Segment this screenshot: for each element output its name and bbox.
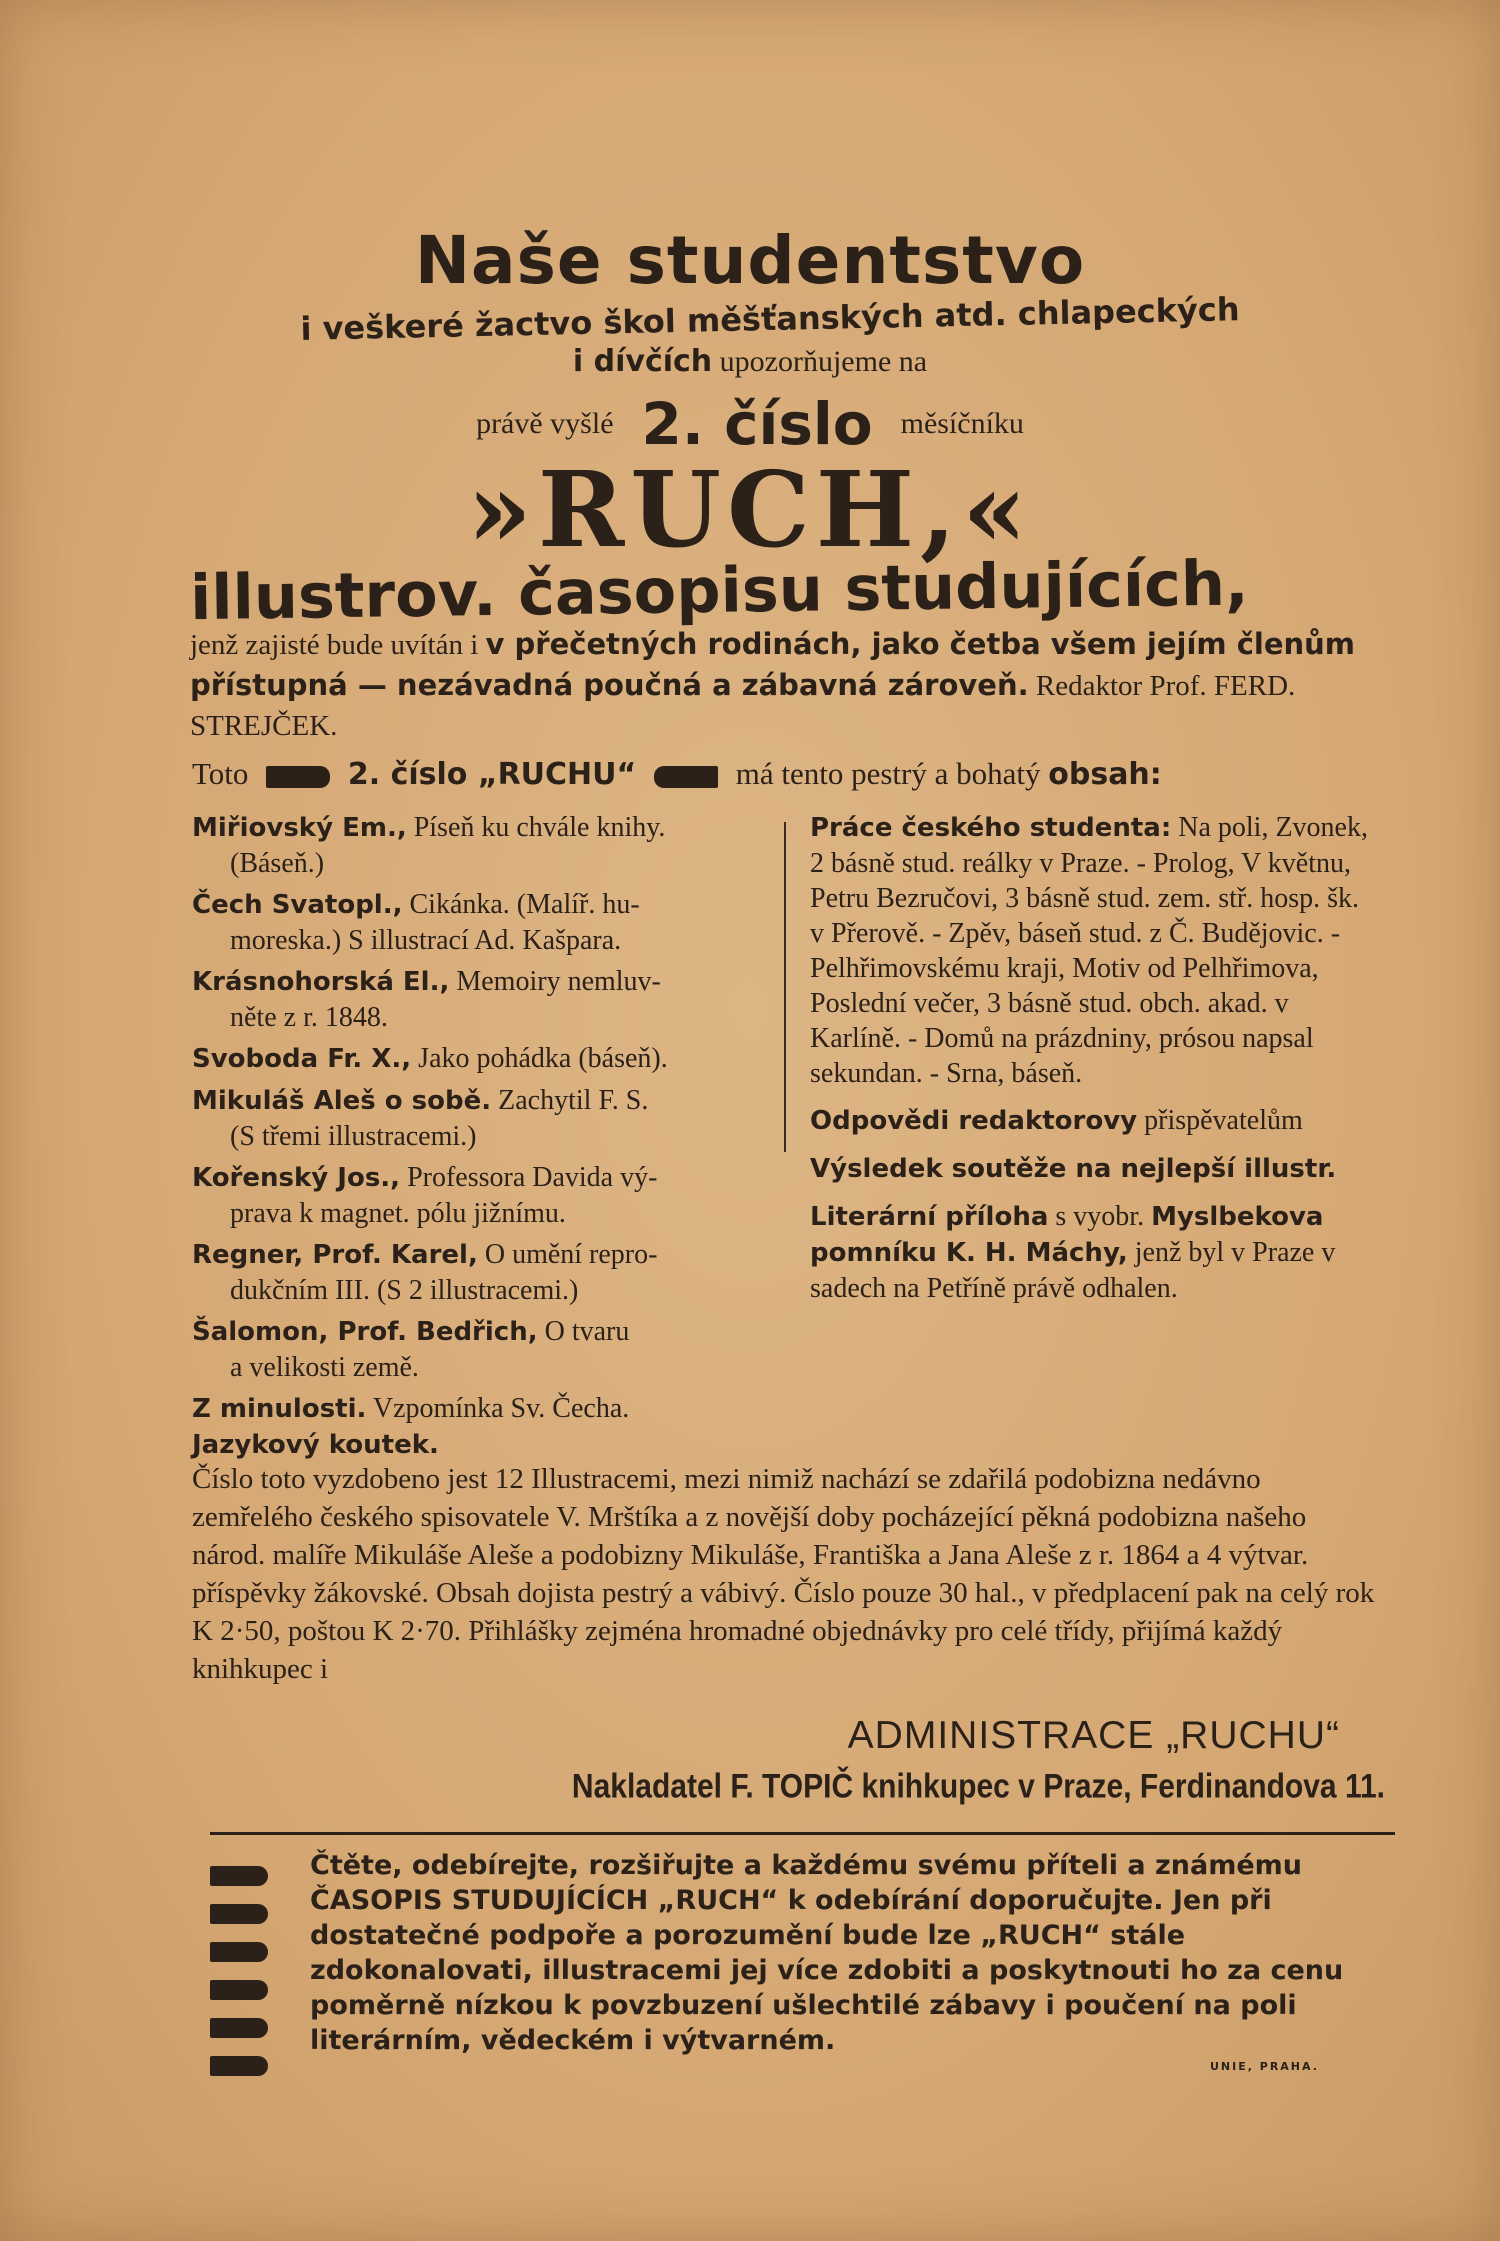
list-item (192, 1041, 777, 1077)
printer-imprint: UNIE, PRAHA. (1210, 2060, 1319, 2073)
appeal-text: Čtěte, odebírejte, rozšiřujte a každému svému příteli a známému ČASOPIS STUDUJÍCÍCH „RUCH“ k odebírání doporučujte. Jen při dostatečné podpoře a porozumění bude lze „RUCH“ stále zdokonalovati, illustracemi jej více zdobiti a poskytnouti ho za cenu poměrně nízkou k povzbuzení ušlechtilé zábavy i poučení na poli literárním, vědeckém i výtvarném. (310, 1850, 1344, 2056)
editor-answers-block (810, 1103, 1378, 1139)
entry-title: O tvaru (544, 1316, 630, 1347)
entry-title: Zachytil F. S. (498, 1085, 649, 1116)
list-item (192, 1237, 777, 1308)
entry-author: Čech Svatopl., (192, 890, 403, 920)
pointing-hand-icon (210, 1866, 268, 1886)
student-works-block (810, 810, 1378, 1091)
administration-line: ADMINISTRACE „RUCHU“ (847, 1714, 1340, 1757)
publisher-line: Nakladatel F. TOPIČ knihkupec v Praze, Ferdinandova 11. (571, 1767, 1385, 1806)
entry-author: Miřiovský Em., (192, 813, 407, 843)
magazine-description: illustrov. časopisu studujících, (189, 546, 1250, 635)
entry-continuation: dukčním III. (S 2 illustracemi.) (230, 1275, 579, 1306)
contents-suffix-bold: obsah: (1048, 757, 1162, 792)
editor-answers-text: přispěvatelům (1144, 1105, 1303, 1136)
entry-title: Cikánka. (Malíř. hu- (409, 889, 640, 920)
list-item (192, 1427, 777, 1463)
entry-continuation: a velikosti země. (230, 1352, 419, 1383)
student-works-text: Na poli, Zvonek, 2 básně stud. reálky v Praze. - Prolog, V květnu, Petru Bezručovi, 3 básně stud. zem. stř. hosp. šk. v Přerově. - Zpěv, báseň stud. z Č. Budějovic. - Pelhřimovskému kraji, Motiv od Pelhřimova, Poslední večer, 3 básně stud. obch. akad. v Karlíně. - Domů na prázdniny, prósou napsal sekundan. - Srna, báseň. (810, 812, 1368, 1089)
release-prefix: právě vyšlé (476, 407, 614, 440)
literary-supplement-heading: Literární příloha (810, 1202, 1049, 1232)
editor-line: Redaktor Prof. FERD. STREJČEK. (190, 670, 1296, 742)
subheadline: i veškeré žactvo škol měšťanských atd. chlapeckých (300, 290, 1240, 348)
entry-continuation: něte z r. 1848. (230, 1002, 388, 1033)
literary-supplement-text: s vyobr. (1055, 1201, 1145, 1232)
entry-author: Jazykový koutek. (192, 1430, 439, 1460)
entry-continuation: prava k magnet. pólu jižnímu. (230, 1198, 566, 1229)
intro-paragraph (190, 624, 1370, 746)
intro-text-1: jenž zajisté bude uvítán i (190, 629, 479, 661)
pointing-hand-icon (266, 766, 330, 788)
subheadline-2-plain: upozorňujeme na (719, 345, 928, 378)
entry-author: Z minulosti. (192, 1394, 367, 1424)
list-item (192, 1160, 777, 1231)
column-divider (784, 822, 786, 1152)
entry-title: Professora Davida vý- (407, 1162, 658, 1193)
summary-paragraph: Číslo toto vyzdobeno jest 12 Illustracemi, mezi nimiž nachází se zdařilá podobizna nedávno zemřelého českého spisovatele V. Mrštíka a z novější doby pocházející pěkná podobizna našeho národ. malíře Mikuláše Aleše a podobizny Mikuláše, Františka a Jana Aleše z r. 1864 a 4 výtvar. příspěvky žákovské. Obsah dojista pestrý a vábivý. Číslo pouze 30 hal., v předplacení pak na celý rok K 2·50, poštou K 2·70. Přihlášky zejména hromadné objednávky pro celé třídy, přijímá každý knihkupec i (192, 1463, 1375, 1685)
contents-right-column (810, 810, 1378, 1318)
contents-suffix: má tento pestrý a bohatý (735, 756, 1041, 791)
contents-prefix: Toto (192, 756, 249, 791)
contents-left-column (192, 810, 777, 1469)
contents-columns (192, 810, 1377, 1460)
monument-name: Myslbekova pomníku K. H. Máchy, (810, 1202, 1324, 1268)
horizontal-rule (210, 1832, 1395, 1835)
intro-text-bold: v přečetných rodinách, jako četba všem jejím členům přístupná — nezávadná poučná a zábavná zároveň. (190, 627, 1356, 702)
release-suffix: měsíčníku (900, 407, 1024, 440)
entry-author: Mikuláš Aleš o sobě. (192, 1086, 492, 1116)
pointing-hand-icon (210, 2056, 268, 2076)
entry-author: Kořenský Jos., (192, 1163, 401, 1193)
contents-issue: 2. číslo „RUCHU“ (347, 757, 637, 792)
entry-title: Memoiry nemluv- (456, 966, 661, 997)
monument-text: jenž byl v Praze v sadech na Petříně právě odhalen. (810, 1237, 1336, 1304)
pointing-hands-column (210, 1866, 272, 2094)
entry-title: Vzpomínka Sv. Čecha. (372, 1393, 630, 1424)
editor-answers-heading: Odpovědi redaktorovy (810, 1106, 1138, 1136)
list-item (192, 964, 777, 1035)
list-item (192, 810, 777, 881)
contest-result-heading: Výsledek soutěže na nejlepší illustr. (810, 1154, 1337, 1184)
entry-author: Svoboda Fr. X., (192, 1044, 412, 1074)
entry-title: O umění repro- (484, 1239, 658, 1270)
headline: Naše studentstvo (414, 222, 1086, 299)
list-item (192, 1314, 777, 1385)
literary-supplement-block (810, 1199, 1378, 1306)
pointing-hand-icon (210, 1980, 268, 2000)
entry-title: Jako pohádka (báseň). (418, 1043, 668, 1074)
entry-continuation: (S třemi illustracemi.) (230, 1121, 477, 1152)
entry-continuation: moreska.) S illustrací Ad. Kašpara. (230, 925, 622, 956)
pointing-hand-icon (210, 2018, 268, 2038)
list-item (192, 1391, 777, 1427)
entry-author: Regner, Prof. Karel, (192, 1240, 478, 1270)
pointing-hand-icon (210, 1904, 268, 1924)
entry-title: Píseň ku chvále knihy. (413, 812, 666, 843)
subheadline-2-bold: i dívčích (572, 344, 713, 379)
issue-number: 2. číslo (641, 390, 873, 458)
contest-result-block (810, 1151, 1378, 1187)
student-works-heading: Práce českého studenta: (810, 813, 1172, 843)
list-item (192, 1083, 777, 1154)
contents-line (192, 756, 1372, 792)
list-item (192, 887, 777, 958)
pointing-hand-icon (654, 766, 718, 788)
subheadline-2 (0, 344, 1500, 379)
magazine-name: »RUCH,« (466, 448, 1034, 571)
entry-author: Šalomon, Prof. Bedřich, (192, 1317, 538, 1347)
pointing-hand-icon (210, 1942, 268, 1962)
entry-author: Krásnohorská El., (192, 967, 450, 997)
entry-continuation: (Báseň.) (230, 848, 325, 879)
